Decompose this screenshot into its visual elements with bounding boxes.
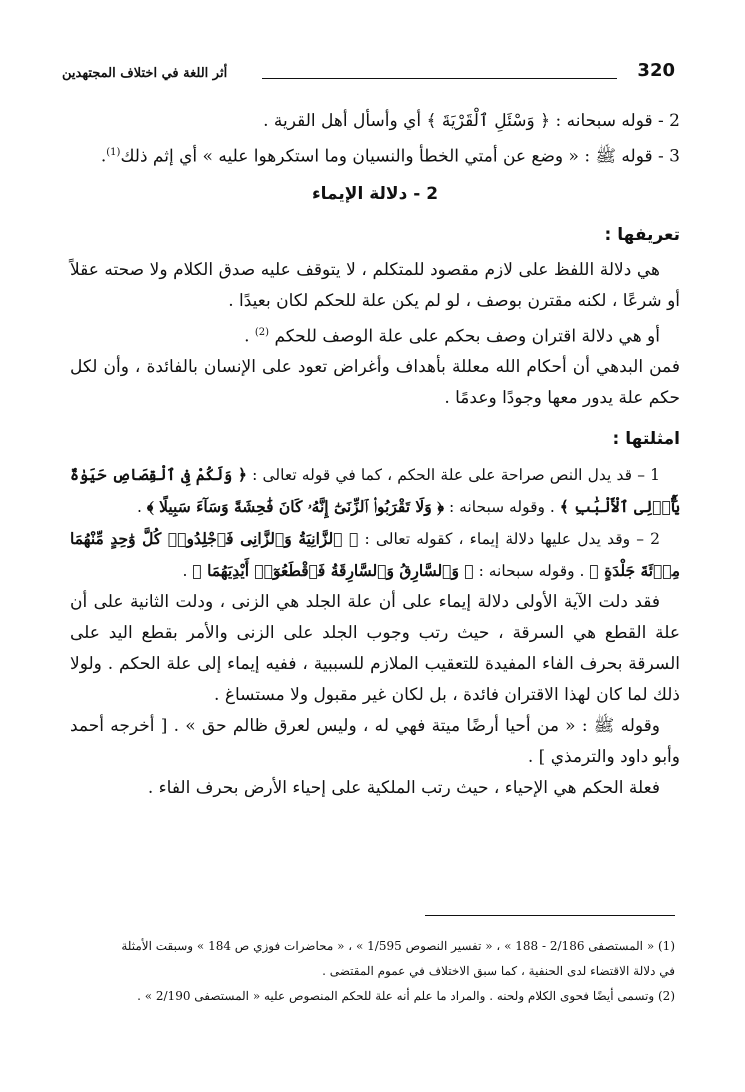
footnote-ref-2: (2)	[254, 326, 270, 338]
examples-heading: امثلتها :	[612, 429, 680, 450]
list-item-3-text: 3 - قوله ﷺ : « وضع عن أمتي الخطأ والنسيان وما استكرهوا عليه » أي إثم ذلك	[120, 146, 680, 167]
footnotes	[66, 934, 675, 1009]
definition-heading: تعريفها :	[604, 224, 680, 245]
footnote-ref-1: (1)	[106, 147, 121, 158]
page-header	[62, 60, 675, 90]
page-number: 320	[637, 60, 675, 81]
footnote-rule	[425, 915, 675, 916]
quran-verse-4: ﴿ وَٱلسَّارِقُ وَٱلسَّارِقَةُ فَٱقْطَعُوٓا۟ أَيْدِيَهُمَا ﴾	[192, 561, 474, 581]
footnote-1-line-2: في دلالة الاقتضاء لدى الحنفية ، كما سبق الاختلاف في عموم المقتضى .	[322, 964, 675, 978]
example-1-text-a: 1 – قد يدل النص صراحة على علة الحكم ، كما في قوله تعالى :	[246, 466, 661, 485]
list-item-2: 2 - قوله سبحانه : ﴿ وَسْئَلِ ٱلْقَرْيَةَ ﴾ أي وأسأل أهل القرية .	[263, 111, 680, 131]
example-2-text-c: .	[182, 562, 193, 581]
footnote-1-line-1: (1) « المستصفى 2/186 - 188 » ، « تفسير النصوص 1/595 » ، « محاضرات فوزي ص 184 » وسبقت الأمثلة	[121, 939, 675, 953]
quran-verse-1: ﴿ وَلَكُمْ فِى ٱلْقِصَاصِ حَيَوٰةٌ يَٰٓأُو۟لِى ٱلْأَلْبَٰبِ ﴾	[70, 465, 680, 517]
conclusion-paragraph: فعلة الحكم هي الإحياء ، حيث رتب الملكية على إحياء الأرض بحرف الفاء .	[147, 778, 660, 799]
main-text	[70, 106, 680, 804]
analysis-paragraph: فقد دلت الآية الأولى دلالة إيماء على أن علة الجلد هي الزنى ، ودلت الثانية على أن علة القطع هي السرقة ، حيث رتب وجوب الجلد على الزنى والأمر بقطع اليد على السرقة بحرف الفاء المفيدة للتعقيب الملازم للسببية ، ففيه إيماء إلى علة الحكم . ولولا ذلك لما كان لهذا الاقتران فائدة ، بل لكان غير مقبول ولا مستساغ .	[70, 592, 680, 706]
example-1	[70, 459, 680, 523]
example-1-text-b: . وقوله سبحانه :	[444, 498, 560, 517]
definition-paragraph-3: فمن البدهي أن أحكام الله معللة بأهداف وأغراض تعود على الإنسان بالفائدة ، وأن لكل حكم علة يدور معها وجودًا وعدمًا .	[70, 357, 680, 409]
definition-paragraph-2-end: .	[244, 326, 255, 347]
definition-paragraph-1: هي دلالة اللفظ على لازم مقصود للمتكلم ، لا يتوقف عليه صدق الكلام ولا صحته عقلاً أو شرعًا ، لكنه مقترن بوصف ، لو لم يكن علة للحكم لكان بعيدًا .	[70, 259, 680, 311]
example-2	[70, 523, 680, 587]
header-rule	[262, 78, 617, 79]
definition-paragraph-2	[70, 317, 680, 353]
footnote-2: (2) وتسمى أيضًا فحوى الكلام ولحنه . والمراد ما علم أنه علة للحكم المنصوص عليه « المستصفى 2/190 » .	[137, 989, 675, 1003]
example-2-text-b: . وقوله سبحانه :	[473, 562, 590, 581]
hadith-paragraph: وقوله ﷺ : « من أحيا أرضًا ميتة فهي له ، وليس لعرق ظالم حق » . [ أخرجه أحمد وأبو داود والترمذي ] .	[70, 716, 680, 768]
example-1-text-c: .	[136, 498, 147, 517]
section-title: 2 - دلالة الإيماء	[311, 183, 439, 204]
quran-verse-2: ﴿ وَلَا تَقْرَبُوا۟ ٱلزِّنَىٰٓ إِنَّهُۥ كَانَ فَٰحِشَةً وَسَآءَ سَبِيلًا ﴾	[146, 497, 445, 517]
running-title: أثر اللغة في اختلاف المجتهدين	[62, 66, 228, 81]
definition-paragraph-2-text: أو هي دلالة اقتران وصف بحكم على علة الوصف للحكم	[274, 326, 660, 347]
list-item-3: 3 - قوله ﷺ : « وضع عن أمتي الخطأ والنسيان وما استكرهوا عليه » أي إثم ذلك$^{(1)}$.	[100, 146, 680, 167]
quran-verse-3: ﴿ ٱلزَّانِيَةُ وَٱلزَّانِى فَٱجْلِدُوا۟ كُلَّ وَٰحِدٍ مِّنْهُمَا مِا۟ئَةَ جَلْدَةٍ ﴾	[70, 529, 680, 581]
example-2-text-a: 2 – وقد يدل عليها دلالة إيماء ، كقوله تعالى :	[358, 530, 660, 549]
